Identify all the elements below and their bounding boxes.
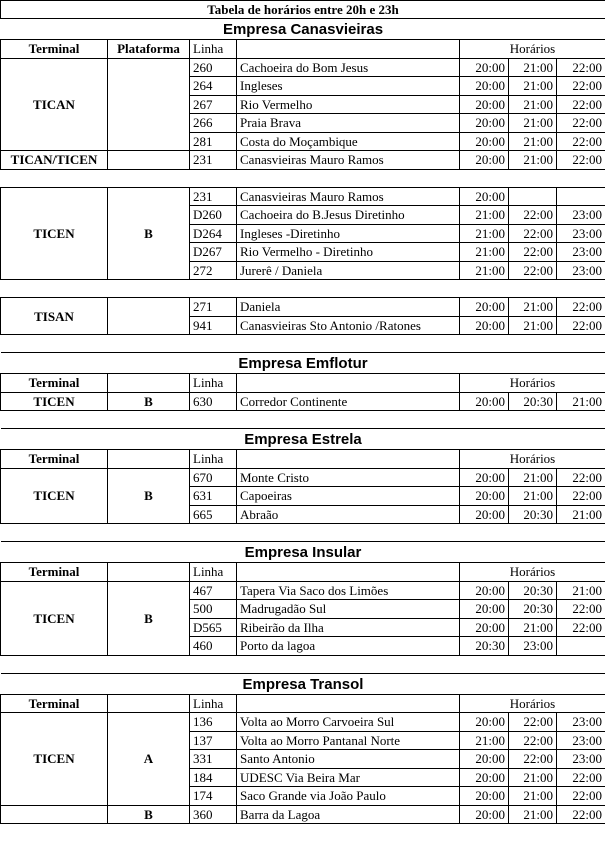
time-cell: 20:00 <box>460 581 509 600</box>
time-cell: 21:00 <box>509 487 557 506</box>
company-title: Empresa Estrela <box>1 429 605 450</box>
table-row <box>1 468 605 487</box>
linha-cell: 500 <box>190 600 237 619</box>
time-cell: 21:00 <box>509 151 557 170</box>
header-terminal: Terminal <box>1 694 108 713</box>
platform-cell <box>108 151 190 170</box>
header-terminal: Terminal <box>1 563 108 582</box>
time-cell: 21:00 <box>460 224 509 243</box>
table-row <box>1 805 605 824</box>
spacer <box>1 411 605 429</box>
linha-cell: 231 <box>190 151 237 170</box>
header-terminal: Terminal <box>1 450 108 469</box>
terminal-cell: TICEN <box>1 187 108 280</box>
time-cell: 21:00 <box>509 298 557 317</box>
linha-cell: 281 <box>190 132 237 151</box>
dest-cell: Santo Antonio <box>237 750 460 769</box>
header-plataforma <box>108 374 190 393</box>
company-title: Empresa Transol <box>1 673 605 694</box>
dest-cell: Volta ao Morro Pantanal Norte <box>237 731 460 750</box>
platform-cell: B <box>108 468 190 524</box>
time-cell: 22:00 <box>557 151 605 170</box>
table-row <box>1 392 605 411</box>
time-cell: 20:00 <box>460 787 509 806</box>
time-cell: 22:00 <box>509 243 557 262</box>
dest-cell: Madrugadão Sul <box>237 600 460 619</box>
time-cell: 22:00 <box>557 468 605 487</box>
terminal-cell: TISAN <box>1 298 108 335</box>
table-row <box>1 58 605 77</box>
header-linha: Linha <box>190 450 237 469</box>
header-linha: Linha <box>190 374 237 393</box>
linha-cell: 941 <box>190 316 237 335</box>
header-plataforma <box>108 694 190 713</box>
dest-cell: Cachoeira do B.Jesus Diretinho <box>237 206 460 225</box>
spacer-row <box>1 411 605 429</box>
spacer-row <box>1 280 605 298</box>
header-linha: Linha <box>190 40 237 59</box>
linha-cell: D565 <box>190 618 237 637</box>
time-cell: 20:30 <box>509 581 557 600</box>
header-terminal: Terminal <box>1 374 108 393</box>
spacer <box>1 169 605 187</box>
time-cell: 20:00 <box>460 132 509 151</box>
spacer <box>1 335 605 353</box>
dest-cell: Capoeiras <box>237 487 460 506</box>
company-title-row <box>1 673 605 694</box>
time-cell: 20:00 <box>460 805 509 824</box>
time-cell: 20:00 <box>460 600 509 619</box>
terminal-cell <box>1 805 108 824</box>
dest-cell: Canasvieiras Mauro Ramos <box>237 187 460 206</box>
time-cell: 23:00 <box>557 243 605 262</box>
company-title-row <box>1 19 605 40</box>
time-cell: 21:00 <box>509 77 557 96</box>
time-cell <box>557 187 605 206</box>
dest-cell: Volta ao Morro Carvoeira Sul <box>237 713 460 732</box>
time-cell: 21:00 <box>460 206 509 225</box>
time-cell: 23:00 <box>557 261 605 280</box>
time-cell: 20:00 <box>460 750 509 769</box>
dest-cell: Daniela <box>237 298 460 317</box>
linha-cell: 271 <box>190 298 237 317</box>
time-cell: 20:00 <box>460 77 509 96</box>
time-cell: 20:00 <box>460 95 509 114</box>
header-row <box>1 40 605 59</box>
time-cell: 21:00 <box>509 787 557 806</box>
time-cell: 20:00 <box>460 392 509 411</box>
time-cell: 23:00 <box>557 206 605 225</box>
company-title: Empresa Canasvieiras <box>1 19 605 40</box>
header-plataforma: Plataforma <box>108 40 190 59</box>
header-blank <box>237 40 460 59</box>
dest-cell: Barra da Lagoa <box>237 805 460 824</box>
table-row <box>1 151 605 170</box>
linha-cell: 460 <box>190 637 237 656</box>
time-cell: 22:00 <box>557 787 605 806</box>
table-row <box>1 581 605 600</box>
spacer <box>1 280 605 298</box>
header-row <box>1 694 605 713</box>
time-cell: 21:00 <box>509 618 557 637</box>
time-cell: 20:00 <box>460 187 509 206</box>
time-cell: 22:00 <box>557 77 605 96</box>
time-cell: 23:00 <box>557 750 605 769</box>
header-linha: Linha <box>190 694 237 713</box>
time-cell: 21:00 <box>509 768 557 787</box>
time-cell: 21:00 <box>509 58 557 77</box>
time-cell: 20:00 <box>460 468 509 487</box>
platform-cell: B <box>108 581 190 655</box>
table-row <box>1 713 605 732</box>
header-linha: Linha <box>190 563 237 582</box>
time-cell: 23:00 <box>557 731 605 750</box>
header-terminal: Terminal <box>1 40 108 59</box>
time-cell: 21:00 <box>460 261 509 280</box>
platform-cell: A <box>108 713 190 806</box>
time-cell: 21:00 <box>509 468 557 487</box>
spacer <box>1 524 605 542</box>
time-cell: 22:00 <box>557 58 605 77</box>
time-cell: 23:00 <box>509 637 557 656</box>
time-cell: 21:00 <box>557 505 605 524</box>
terminal-cell: TICEN <box>1 581 108 655</box>
time-cell: 22:00 <box>557 132 605 151</box>
page-title: Tabela de horários entre 20h e 23h <box>1 1 605 19</box>
time-cell: 20:00 <box>460 114 509 133</box>
time-cell: 22:00 <box>557 114 605 133</box>
header-horarios: Horários <box>460 694 605 713</box>
company-title-row <box>1 542 605 563</box>
time-cell: 21:00 <box>509 95 557 114</box>
linha-cell: D260 <box>190 206 237 225</box>
time-cell: 22:00 <box>509 206 557 225</box>
header-horarios: Horários <box>460 450 605 469</box>
linha-cell: 260 <box>190 58 237 77</box>
time-cell: 20:30 <box>509 392 557 411</box>
platform-cell <box>108 58 190 151</box>
time-cell: 20:30 <box>460 637 509 656</box>
dest-cell: Abraão <box>237 505 460 524</box>
time-cell: 23:00 <box>557 713 605 732</box>
dest-cell: Jurerê / Daniela <box>237 261 460 280</box>
time-cell: 20:00 <box>460 768 509 787</box>
time-cell: 23:00 <box>557 224 605 243</box>
time-cell: 20:00 <box>460 713 509 732</box>
platform-cell: B <box>108 187 190 280</box>
linha-cell: 184 <box>190 768 237 787</box>
time-cell: 22:00 <box>557 768 605 787</box>
time-cell: 21:00 <box>509 316 557 335</box>
linha-cell: D264 <box>190 224 237 243</box>
time-cell <box>557 637 605 656</box>
time-cell: 22:00 <box>557 618 605 637</box>
time-cell: 22:00 <box>557 600 605 619</box>
dest-cell: Ribeirão da Ilha <box>237 618 460 637</box>
dest-cell: Costa do Moçambique <box>237 132 460 151</box>
time-cell: 20:00 <box>460 58 509 77</box>
time-cell: 21:00 <box>460 731 509 750</box>
dest-cell: Porto da lagoa <box>237 637 460 656</box>
header-plataforma <box>108 563 190 582</box>
time-cell: 20:00 <box>460 618 509 637</box>
header-row <box>1 450 605 469</box>
time-cell: 20:00 <box>460 316 509 335</box>
linha-cell: 467 <box>190 581 237 600</box>
spacer <box>1 655 605 673</box>
linha-cell: 665 <box>190 505 237 524</box>
terminal-cell: TICEN <box>1 713 108 806</box>
time-cell <box>509 187 557 206</box>
terminal-cell: TICEN <box>1 468 108 524</box>
company-title-row <box>1 353 605 374</box>
spacer-row <box>1 335 605 353</box>
time-cell: 20:00 <box>460 487 509 506</box>
header-blank <box>237 450 460 469</box>
time-cell: 21:00 <box>460 243 509 262</box>
time-cell: 20:30 <box>509 600 557 619</box>
time-cell: 22:00 <box>509 261 557 280</box>
time-cell: 20:00 <box>460 298 509 317</box>
dest-cell: Rio Vermelho - Diretinho <box>237 243 460 262</box>
linha-cell: 630 <box>190 392 237 411</box>
spacer-row <box>1 655 605 673</box>
header-row <box>1 563 605 582</box>
time-cell: 20:00 <box>460 151 509 170</box>
dest-cell: Canasvieiras Sto Antonio /Ratones <box>237 316 460 335</box>
dest-cell: UDESC Via Beira Mar <box>237 768 460 787</box>
time-cell: 21:00 <box>557 581 605 600</box>
linha-cell: 264 <box>190 77 237 96</box>
dest-cell: Canasvieiras Mauro Ramos <box>237 151 460 170</box>
time-cell: 22:00 <box>509 750 557 769</box>
header-horarios: Horários <box>460 563 605 582</box>
platform-cell <box>108 298 190 335</box>
dest-cell: Tapera Via Saco dos Limões <box>237 581 460 600</box>
header-blank <box>237 563 460 582</box>
company-title: Empresa Insular <box>1 542 605 563</box>
header-horarios: Horários <box>460 374 605 393</box>
time-cell: 22:00 <box>557 95 605 114</box>
time-cell: 21:00 <box>509 132 557 151</box>
time-cell: 20:00 <box>460 505 509 524</box>
linha-cell: 631 <box>190 487 237 506</box>
linha-cell: 174 <box>190 787 237 806</box>
header-blank <box>237 694 460 713</box>
linha-cell: D267 <box>190 243 237 262</box>
dest-cell: Ingleses <box>237 77 460 96</box>
time-cell: 22:00 <box>509 224 557 243</box>
time-cell: 21:00 <box>509 114 557 133</box>
time-cell: 22:00 <box>557 298 605 317</box>
linha-cell: 231 <box>190 187 237 206</box>
dest-cell: Rio Vermelho <box>237 95 460 114</box>
time-cell: 22:00 <box>557 487 605 506</box>
platform-cell: B <box>108 805 190 824</box>
header-blank <box>237 374 460 393</box>
linha-cell: 331 <box>190 750 237 769</box>
company-title-row <box>1 429 605 450</box>
spacer-row <box>1 524 605 542</box>
company-title: Empresa Emflotur <box>1 353 605 374</box>
header-plataforma <box>108 450 190 469</box>
table-row <box>1 298 605 317</box>
linha-cell: 360 <box>190 805 237 824</box>
time-cell: 22:00 <box>557 316 605 335</box>
time-cell: 20:30 <box>509 505 557 524</box>
linha-cell: 267 <box>190 95 237 114</box>
dest-cell: Monte Cristo <box>237 468 460 487</box>
dest-cell: Corredor Continente <box>237 392 460 411</box>
header-row <box>1 374 605 393</box>
terminal-cell: TICAN <box>1 58 108 151</box>
title-row <box>1 1 605 19</box>
time-cell: 21:00 <box>557 392 605 411</box>
time-cell: 22:00 <box>509 713 557 732</box>
time-cell: 22:00 <box>509 731 557 750</box>
table-row <box>1 187 605 206</box>
linha-cell: 272 <box>190 261 237 280</box>
dest-cell: Ingleses -Diretinho <box>237 224 460 243</box>
linha-cell: 670 <box>190 468 237 487</box>
linha-cell: 137 <box>190 731 237 750</box>
terminal-cell: TICEN <box>1 392 108 411</box>
header-horarios: Horários <box>460 40 605 59</box>
dest-cell: Saco Grande via João Paulo <box>237 787 460 806</box>
dest-cell: Cachoeira do Bom Jesus <box>237 58 460 77</box>
dest-cell: Praia Brava <box>237 114 460 133</box>
linha-cell: 266 <box>190 114 237 133</box>
linha-cell: 136 <box>190 713 237 732</box>
time-cell: 21:00 <box>509 805 557 824</box>
platform-cell: B <box>108 392 190 411</box>
terminal-cell: TICAN/TICEN <box>1 151 108 170</box>
time-cell: 22:00 <box>557 805 605 824</box>
spacer-row <box>1 169 605 187</box>
